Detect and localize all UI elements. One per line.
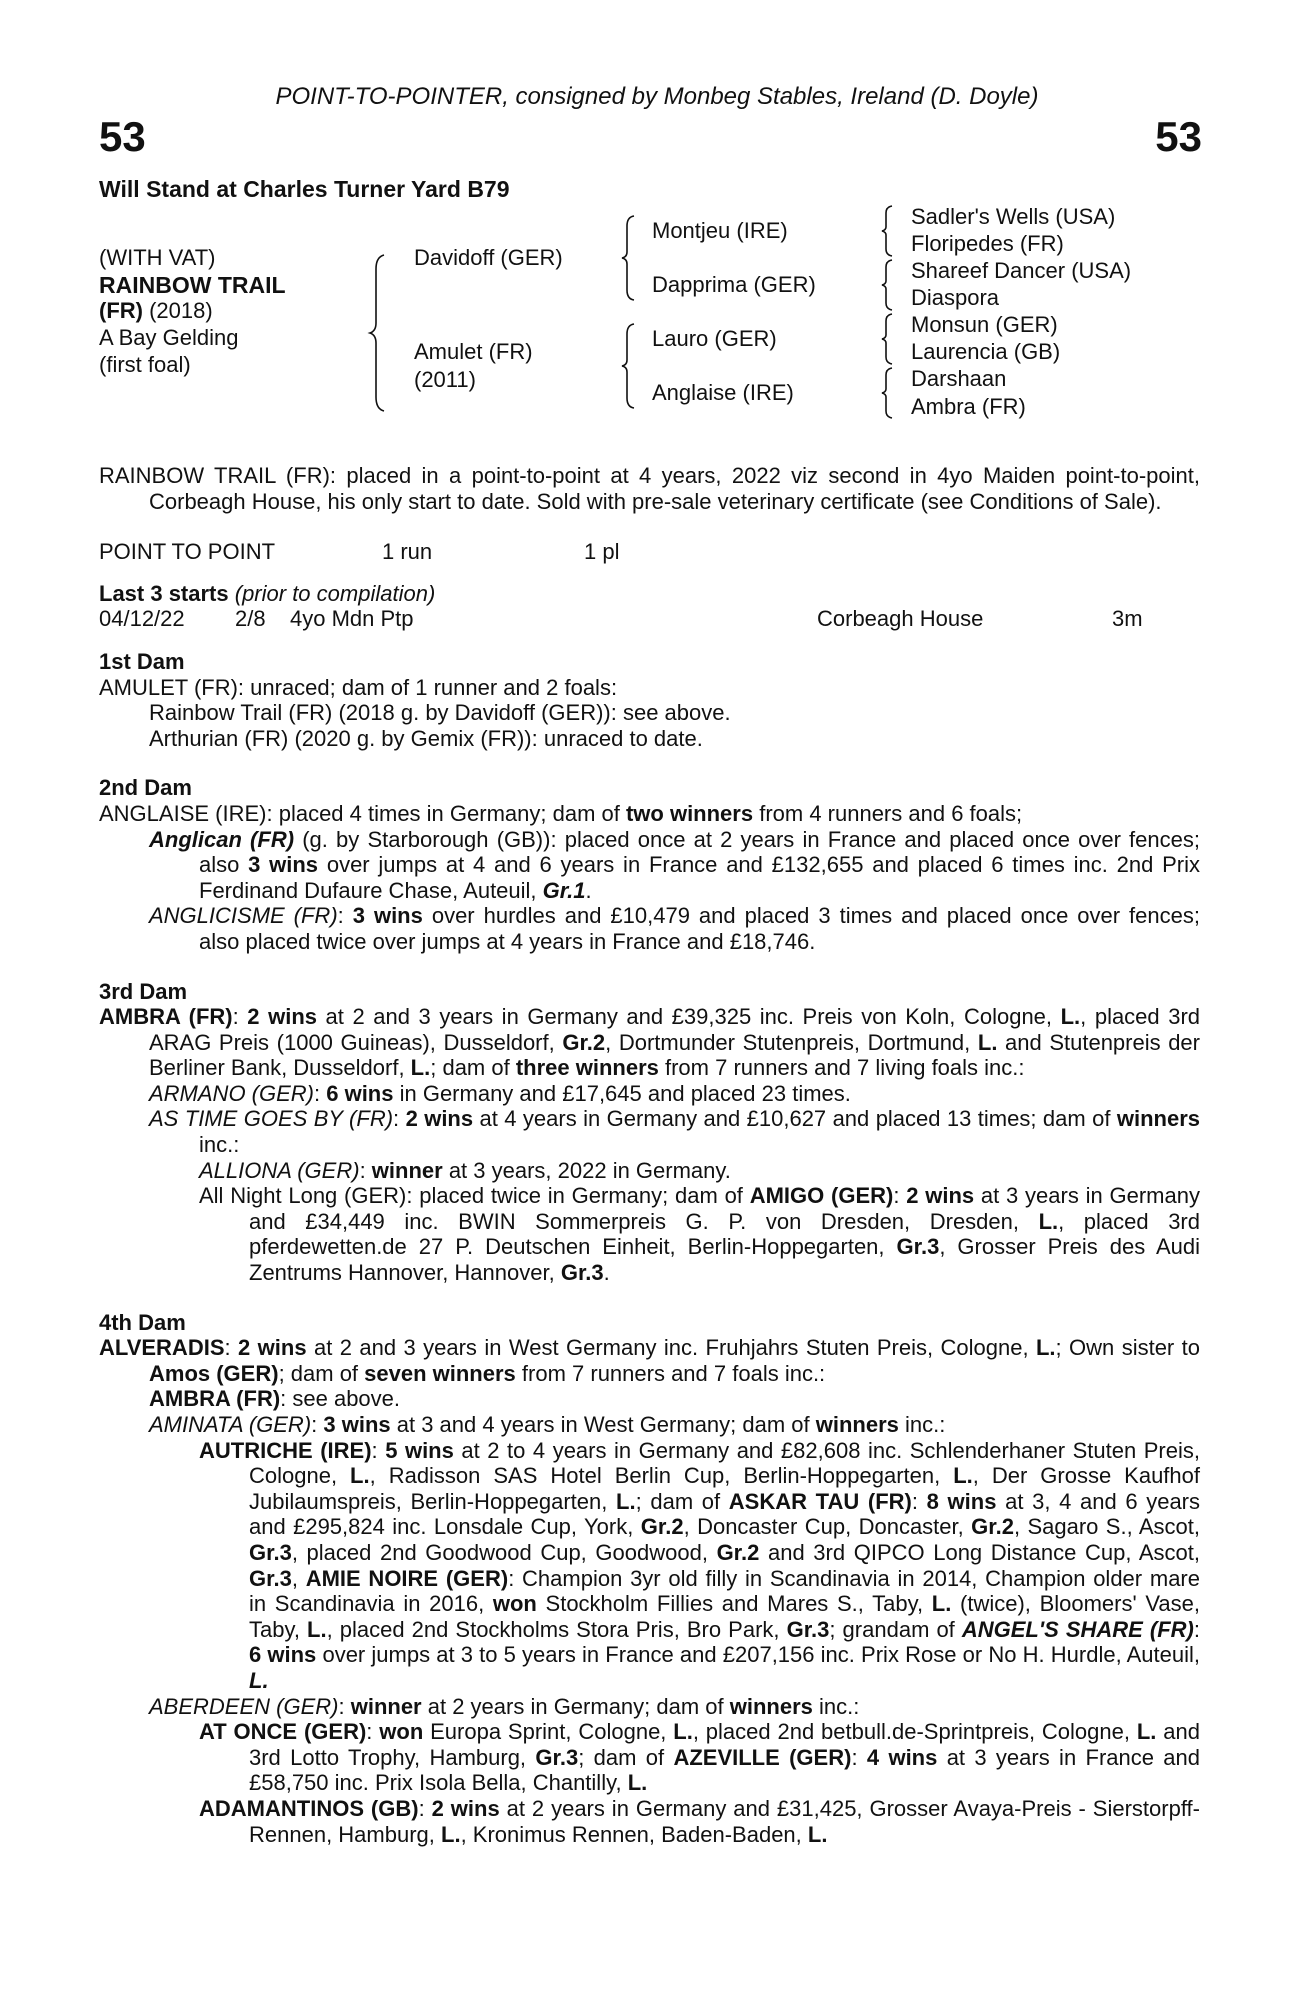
text-run: Europa Sprint, Cologne,: [423, 1719, 674, 1745]
consignor-line: POINT-TO-POINTER, consigned by Monbeg Stables, Ireland (D. Doyle): [275, 83, 1039, 110]
text-run: winner: [350, 1693, 422, 1719]
horse-country: (FR): [99, 298, 143, 323]
text-run: :: [224, 1335, 239, 1361]
text-run: :: [851, 1744, 867, 1770]
text-run: :: [393, 1106, 406, 1132]
text-run: AMINATA (GER): [149, 1412, 312, 1437]
text-run: at 2 and 3 years in Germany and £39,325 inc. Preis von Koln, Cologne,: [317, 1004, 1061, 1030]
grandparent-sire-dam: Dapprima (GER): [652, 272, 816, 297]
text-run: from 7 runners and 7 living foals inc.:: [658, 1055, 1025, 1081]
text-run: in Germany and £17,645 and placed 23 times.: [393, 1080, 851, 1106]
text-run: L.: [953, 1463, 973, 1489]
text-run: .: [603, 1260, 610, 1286]
text-run: ; dam of: [430, 1055, 516, 1081]
text-run: Gr.3: [249, 1539, 292, 1565]
dam-year: (2011): [414, 367, 476, 392]
text-run: , Dortmunder Stutenpreis, Dortmund,: [605, 1029, 978, 1055]
text-run: RAINBOW TRAIL (FR): placed in a point-to-point at 4 years, 2022 viz second in 4yo Maiden point-to-point, Corbeagh House, his only start to date. Sold with pre-sale veterinary certificate (see Conditions of Sale).: [99, 463, 1200, 514]
last-starts-heading: Last 3 starts: [99, 580, 229, 606]
text-run: 8 wins: [926, 1488, 997, 1514]
text-run: ANGLAISE (IRE): placed 4 times in Germany; dam of: [99, 800, 626, 826]
text-run: ASKAR TAU (FR): [728, 1488, 912, 1514]
progeny-entry: [99, 1386, 1200, 1412]
progeny-entry: [99, 700, 1200, 726]
text-run: 2 wins: [238, 1335, 307, 1361]
progeny-entry: [99, 1004, 1200, 1081]
start-date: 04/12/22: [99, 606, 185, 632]
text-run: Gr.3: [560, 1260, 604, 1286]
text-run: ADAMANTINOS (GB): [199, 1795, 419, 1821]
text-run: :: [911, 1488, 927, 1514]
text-run: 3 wins: [323, 1412, 391, 1437]
text-run: over hurdles and £10,479 and placed 3 times and placed once over fences; also placed twice over jumps at 4 years in France and £18,746.: [199, 903, 1200, 954]
record-placed: 1 pl: [584, 539, 620, 565]
text-run: ; dam of: [635, 1488, 729, 1514]
text-run: Rainbow Trail (FR) (2018 g. by Davidoff (GER)): see above.: [149, 700, 731, 726]
text-run: Gr.2: [562, 1029, 606, 1055]
last-start-row: [99, 606, 1200, 632]
text-run: , placed 3rd ARAG Preis (1000 Guineas), Dusseldorf,: [149, 1004, 1201, 1055]
text-run: Gr.3: [896, 1234, 940, 1260]
text-run: from 4 runners and 6 foals;: [753, 800, 1023, 826]
text-run: L.: [616, 1488, 636, 1514]
great-grandparent: Ambra (FR): [911, 394, 1026, 419]
brace-icon: [882, 206, 894, 256]
last-starts-title: [99, 581, 1200, 607]
section-heading: 4th Dam: [99, 1309, 186, 1335]
progeny-entry: [99, 1719, 1200, 1796]
dam-section: [99, 979, 1200, 1286]
text-run: ABERDEEN (GER): [149, 1693, 339, 1719]
text-run: Gr.3: [249, 1565, 292, 1591]
text-run: AUTRICHE (IRE): [199, 1437, 372, 1463]
great-grandparent: Floripedes (FR): [911, 231, 1064, 256]
text-run: inc.:: [898, 1412, 946, 1437]
horse-year: (2018): [149, 298, 213, 323]
progeny-entry: [99, 726, 1200, 752]
dam: Amulet (FR): [414, 339, 533, 364]
text-run: ALVERADIS: [99, 1335, 225, 1361]
progeny-entry: [99, 801, 1200, 827]
text-run: AMIGO (GER): [749, 1183, 894, 1209]
progeny-entry: [99, 1412, 1200, 1438]
text-run: L.: [1038, 1208, 1059, 1234]
text-run: at 3 and 4 years in West Germany; dam of: [390, 1412, 816, 1437]
text-run: :: [359, 1157, 372, 1183]
text-run: ; Own sister to: [1055, 1335, 1201, 1361]
start-course: Corbeagh House: [817, 606, 984, 632]
text-run: L.: [1060, 1004, 1081, 1030]
progeny-entry: [99, 1796, 1200, 1847]
text-run: and Stutenpreis der Berliner Bank, Dusseldorf,: [149, 1029, 1200, 1081]
text-run: L.: [673, 1719, 693, 1745]
progeny-entry: [99, 1438, 1200, 1694]
great-grandparent: Darshaan: [911, 366, 1007, 391]
brace-icon: [622, 324, 636, 408]
foal-note: (first foal): [99, 352, 191, 377]
great-grandparent: Diaspora: [911, 285, 1000, 310]
vat-note: (WITH VAT): [99, 245, 216, 270]
text-run: three winners: [515, 1055, 659, 1081]
text-run: 2 wins: [906, 1183, 975, 1209]
text-run: Anglican (FR): [149, 826, 295, 852]
progeny-entry: [99, 1081, 1200, 1107]
section-heading: 2nd Dam: [99, 775, 192, 801]
text-run: .: [585, 877, 592, 903]
text-run: :: [371, 1437, 386, 1463]
text-run: at 4 years in Germany and £10,627 and placed 13 times; dam of: [473, 1106, 1117, 1132]
text-run: won: [379, 1719, 424, 1745]
horse-name: RAINBOW TRAIL: [99, 272, 286, 298]
text-run: 3 wins: [352, 903, 423, 929]
text-run: and 3rd QIPCO Long Distance Cup, Ascot,: [759, 1539, 1200, 1565]
text-run: AMULET (FR): unraced; dam of 1 runner and 2 foals:: [99, 674, 618, 700]
dam-section: [99, 649, 1200, 751]
brace-icon: [622, 216, 636, 300]
stand-location: Will Stand at Charles Turner Yard B79: [99, 176, 510, 202]
lot-number-left: 53: [99, 113, 146, 160]
progeny-entry: [99, 1183, 1200, 1285]
text-run: L.: [931, 1591, 952, 1617]
text-run: L.: [627, 1770, 648, 1796]
text-run: ANGEL'S SHARE (FR): [961, 1616, 1194, 1642]
progeny-entry: [99, 827, 1200, 904]
text-run: seven winners: [364, 1360, 516, 1386]
grandparent-sire-sire: Montjeu (IRE): [652, 218, 788, 243]
text-run: :: [311, 1412, 324, 1437]
text-run: 4 wins: [866, 1744, 938, 1770]
text-run: 3 wins: [248, 852, 319, 878]
great-grandparent: Shareef Dancer (USA): [911, 258, 1132, 283]
brace-icon: [882, 314, 894, 364]
text-run: , Doncaster Cup, Doncaster,: [683, 1514, 972, 1540]
text-run: All Night Long (GER): placed twice in Germany; dam of: [199, 1183, 750, 1209]
brace-icon: [882, 368, 894, 418]
text-run: at 3 years, 2022 in Germany.: [442, 1157, 731, 1183]
catalogue-body: [99, 463, 1200, 1847]
text-run: at 2 years in Germany; dam of: [421, 1693, 730, 1719]
dam-sections: [99, 649, 1200, 1847]
text-run: at 3 years in Germany and £34,449 inc. BWIN Sommerpreis G. P. von Dresden, Dresden,: [249, 1183, 1200, 1234]
text-run: :: [418, 1795, 432, 1821]
horse-description: A Bay Gelding: [99, 325, 239, 350]
text-run: AS TIME GOES BY (FR): [149, 1106, 394, 1132]
text-run: L.: [807, 1821, 828, 1847]
section-heading: 3rd Dam: [99, 978, 188, 1004]
text-run: (twice), Bloomers' Vase, Taby,: [249, 1591, 1200, 1642]
text-run: L.: [1136, 1719, 1157, 1745]
text-run: ALLIONA (GER): [199, 1157, 360, 1183]
start-position: 2/8: [235, 606, 266, 632]
text-run: Gr.3: [535, 1744, 579, 1770]
text-run: , Kronimus Rennen, Baden-Baden,: [460, 1821, 808, 1847]
text-run: winners: [815, 1412, 899, 1437]
text-run: Gr.2: [716, 1539, 760, 1565]
text-run: over jumps at 3 to 5 years in France and £207,156 inc. Prix Rose or No H. Hurdle, Auteuil,: [316, 1642, 1201, 1668]
text-run: Gr.1: [542, 877, 586, 903]
progeny-entry: [99, 675, 1200, 701]
text-run: two winners: [625, 800, 754, 826]
great-grandparent: Laurencia (GB): [911, 339, 1061, 364]
brace-icon: [882, 260, 894, 310]
record-runs: 1 run: [382, 539, 433, 565]
text-run: :: [314, 1080, 327, 1106]
brace-icon: [370, 255, 386, 411]
text-run: from 7 runners and 7 foals inc.:: [515, 1360, 826, 1386]
race-summary: [99, 463, 1200, 514]
text-run: L.: [977, 1029, 998, 1055]
text-run: winners: [1116, 1106, 1200, 1132]
text-run: L.: [410, 1055, 431, 1081]
text-run: Arthurian (FR) (2020 g. by Gemix (FR)): unraced to date.: [149, 725, 703, 751]
text-run: :: [338, 1693, 351, 1719]
text-run: AZEVILLE (GER): [673, 1744, 852, 1770]
text-run: AMBRA (FR): [149, 1386, 281, 1412]
grandparent-dam-dam: Anglaise (IRE): [652, 380, 794, 405]
progeny-entry: [99, 1694, 1200, 1720]
text-run: Gr.2: [640, 1514, 684, 1540]
last-starts-subtitle: (prior to compilation): [234, 580, 436, 606]
text-run: AMIE NOIRE (GER): [305, 1565, 509, 1591]
text-run: Gr.2: [971, 1514, 1014, 1540]
text-run: at 3, 4 and 6 years and £295,824 inc. Lonsdale Cup, York,: [249, 1488, 1201, 1540]
text-run: , Der Grosse Kaufhof Jubilaumspreis, Berlin-Hoppegarten,: [249, 1463, 1200, 1514]
text-run: at 2 to 4 years in Germany and £82,608 inc. Schlenderhaner Stuten Preis, Cologne,: [249, 1437, 1200, 1489]
text-run: inc.:: [199, 1132, 240, 1158]
sire: Davidoff (GER): [414, 245, 563, 270]
start-distance: 3m: [1112, 606, 1143, 632]
text-run: :: [337, 903, 353, 929]
text-run: won: [492, 1591, 537, 1617]
section-heading: 1st Dam: [99, 648, 185, 674]
text-run: (g. by Starborough (GB)): placed once at 2 years in France and placed once over fences; also: [199, 826, 1200, 878]
text-run: , placed 2nd Stockholms Stora Pris, Bro Park,: [326, 1616, 787, 1642]
text-run: 6 wins: [249, 1642, 317, 1668]
text-run: , Grosser Preis des Audi Zentrums Hannover, Hannover,: [249, 1234, 1200, 1286]
text-run: 2 wins: [431, 1795, 500, 1821]
text-run: ANGLICISME (FR): [149, 903, 338, 929]
start-race: 4yo Mdn Ptp: [290, 606, 414, 632]
race-record: [99, 539, 1200, 565]
great-grandparent: Monsun (GER): [911, 312, 1058, 337]
text-run: 2 wins: [405, 1106, 474, 1132]
text-run: 5 wins: [385, 1437, 454, 1463]
grandparent-dam-sire: Lauro (GER): [652, 326, 777, 351]
progeny-entry: [99, 1335, 1200, 1386]
text-run: AT ONCE (GER): [199, 1719, 367, 1745]
text-run: over jumps at 4 and 6 years in France and £132,655 and placed 6 times inc. 2nd Prix Ferdinand Dufaure Chase, Auteuil,: [199, 852, 1201, 903]
lot-number-right: 53: [1155, 113, 1202, 160]
text-run: L.: [441, 1821, 461, 1847]
text-run: winners: [729, 1693, 813, 1719]
text-run: 6 wins: [326, 1080, 394, 1106]
text-run: L.: [350, 1463, 370, 1489]
text-run: AMBRA (FR): [99, 1004, 233, 1030]
text-run: ARMANO (GER): [149, 1080, 314, 1106]
text-run: at 2 years in Germany and £31,425, Grosser Avaya-Preis - Sierstorpff-Rennen, Hamburg,: [249, 1795, 1200, 1847]
text-run: Stockholm Fillies and Mares S., Taby,: [536, 1591, 932, 1617]
text-run: Gr.3: [786, 1616, 830, 1642]
text-run: L.: [1035, 1335, 1056, 1361]
text-run: at 2 and 3 years in West Germany inc. Fruhjahrs Stuten Preis, Cologne,: [306, 1335, 1036, 1361]
dam-section: [99, 1310, 1200, 1847]
text-run: : Champion 3yr old filly in Scandinavia in 2014, Champion older mare in Scandinavia in 2016,: [249, 1565, 1200, 1617]
dam-section: [99, 775, 1200, 954]
text-run: :: [366, 1719, 380, 1745]
progeny-entry: [99, 903, 1200, 954]
text-run: L.: [307, 1616, 327, 1642]
text-run: inc.:: [812, 1693, 860, 1719]
text-run: Amos (GER): [149, 1360, 279, 1386]
progeny-entry: [99, 1158, 1200, 1184]
text-run: , placed 2nd betbull.de-Sprintpreis, Cologne,: [692, 1719, 1137, 1745]
text-run: at 3 years in France and £58,750 inc. Prix Isola Bella, Chantilly,: [249, 1744, 1201, 1796]
text-run: winner: [371, 1157, 443, 1183]
text-run: , Radisson SAS Hotel Berlin Cup, Berlin-Hoppegarten,: [369, 1463, 954, 1489]
text-run: ; grandam of: [829, 1616, 962, 1642]
text-run: :: [893, 1183, 907, 1209]
text-run: , placed 2nd Goodwood Cup, Goodwood,: [291, 1539, 717, 1565]
text-run: , placed 3rd pferdewetten.de 27 P. Deutschen Einheit, Berlin-Hoppegarten,: [249, 1208, 1200, 1260]
text-run: , Sagaro S., Ascot,: [1013, 1514, 1200, 1540]
text-run: L.: [249, 1667, 269, 1693]
text-run: and 3rd Lotto Trophy, Hamburg,: [249, 1719, 1200, 1770]
text-run: : see above.: [280, 1386, 401, 1412]
text-run: ; dam of: [278, 1360, 365, 1386]
progeny-entry: [99, 1106, 1200, 1157]
text-run: :: [1193, 1616, 1200, 1642]
great-grandparent: Sadler's Wells (USA): [911, 204, 1116, 229]
text-run: ; dam of: [578, 1744, 674, 1770]
text-run: :: [232, 1004, 248, 1030]
record-category: POINT TO POINT: [99, 539, 276, 565]
text-run: 2 wins: [247, 1004, 317, 1030]
text-run: ,: [291, 1565, 306, 1591]
